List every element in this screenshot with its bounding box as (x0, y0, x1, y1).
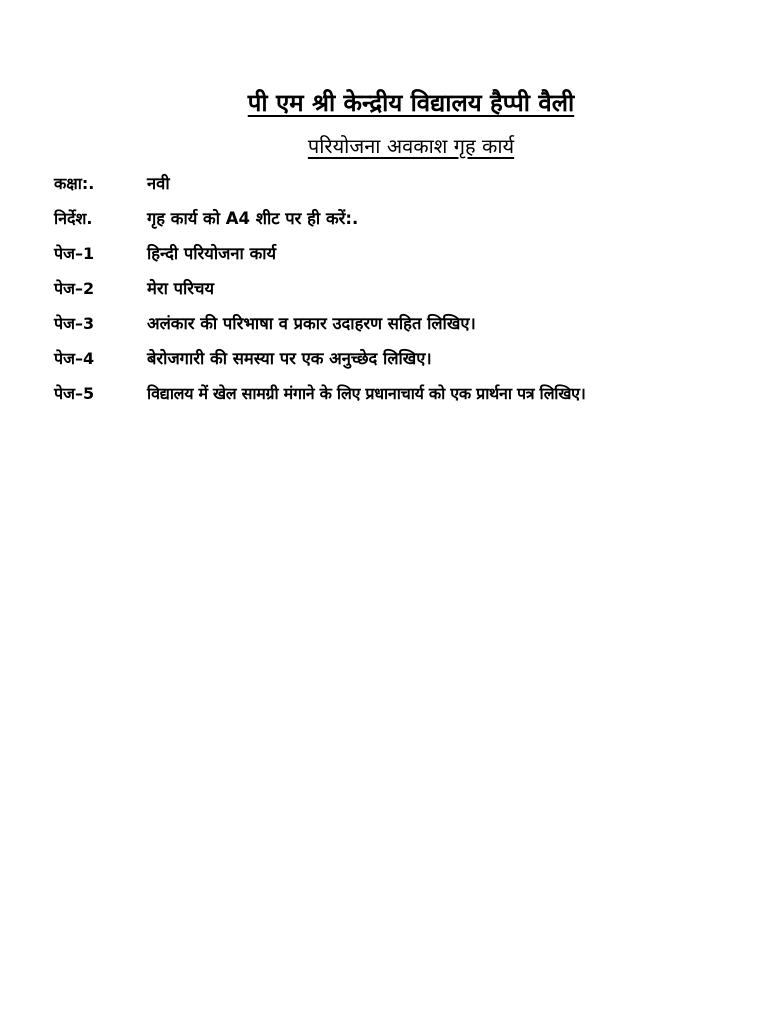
page-1-label: पेज–1 (54, 244, 95, 263)
page-2-row (54, 277, 754, 312)
class-row (54, 172, 754, 207)
page-3-label: पेज–3 (54, 314, 95, 333)
instruction-value: गृह कार्य को A4 शीट पर ही करें:. (147, 209, 359, 228)
page-1-row (54, 242, 754, 277)
page-1-task: हिन्दी परियोजना कार्य (147, 244, 277, 263)
page-4-row (54, 347, 754, 382)
class-value: नवी (147, 174, 170, 193)
page-3-task: अलंकार की परिभाषा व प्रकार उदाहरण सहित लिखिए। (147, 314, 476, 333)
page-2-label: पेज–2 (54, 279, 95, 298)
page-4-task: बेरोजगारी की समस्या पर एक अनुच्छेद लिखिए। (147, 349, 432, 368)
instruction-label: निर्देश. (54, 209, 93, 228)
page-3-row (54, 312, 754, 347)
instruction-row (54, 207, 754, 242)
page-5-row (54, 382, 754, 417)
document-subtitle: परियोजना अवकाश गृह कार्य (307, 134, 515, 158)
page-5-task: विद्यालय में खेल सामग्री मंगाने के लिए प्रधानाचार्य को एक प्रार्थना पत्र लिखिए। (147, 384, 586, 403)
page-2-task: मेरा परिचय (147, 279, 215, 298)
page-5-label: पेज–5 (54, 384, 95, 403)
instruction-list (54, 172, 754, 417)
class-label: कक्षा:. (54, 174, 95, 193)
page-4-label: पेज–4 (54, 349, 95, 368)
document-title: पी एम श्री केन्द्रीय विद्यालय हैप्पी वैली (247, 89, 575, 117)
